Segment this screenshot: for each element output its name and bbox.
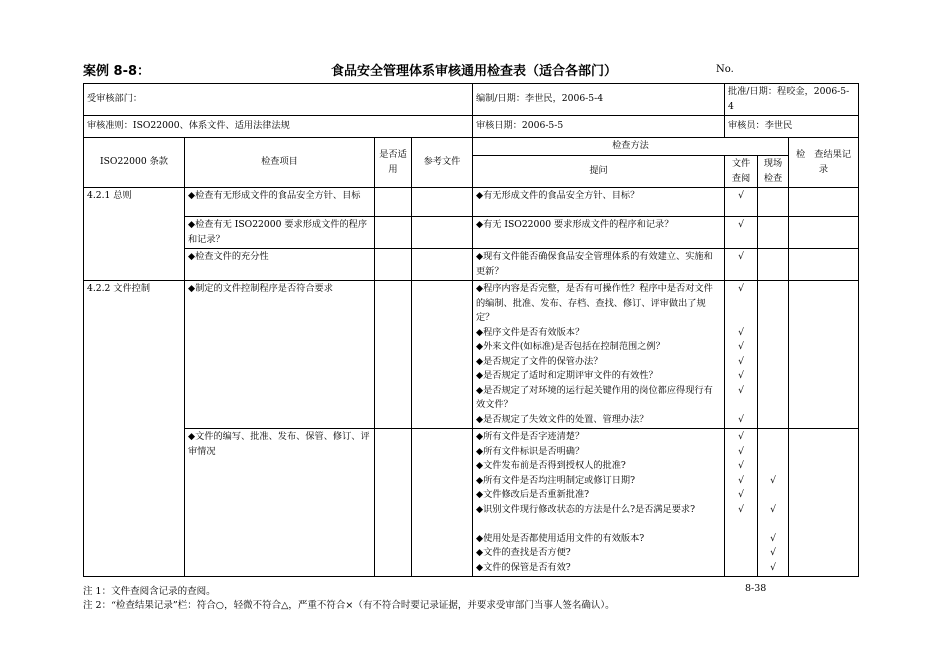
- item-cell: ◆检查有无 ISO22000 要求形成文件的程序和记录？: [185, 217, 375, 249]
- site-check-mark: [761, 430, 785, 445]
- site-check-mark: [761, 340, 785, 355]
- col-method: 检查方法: [473, 138, 789, 156]
- site-check-cell: [758, 217, 789, 249]
- reference-cell: [412, 249, 473, 281]
- footnote-1: 注 1：文件查阅含记录的查阅。: [83, 586, 216, 597]
- approved-cell: 批准/日期：程咬金，2006-5-4: [725, 84, 859, 116]
- table-row: [84, 217, 859, 249]
- site-check-cell: [758, 429, 789, 577]
- question-line: ◆外来文件(如标准)是否包括在控制范围之例？: [476, 341, 665, 352]
- question-cell: ◆现有文件能否确保食品安全管理体系的有效建立、实施和更新？: [473, 249, 725, 281]
- prepared-cell: 编制/日期：李世民，2006-5-4: [473, 84, 725, 116]
- col-site-check: 现场检查: [758, 156, 789, 188]
- criteria-cell: 审核准则：ISO22000、体系文件、适用法律法规: [84, 116, 473, 138]
- applicable-cell: [375, 249, 412, 281]
- item-cell: ◆检查文件的充分性: [185, 249, 375, 281]
- item-cell: ◆文件的编写、批准、发布、保管、修订、评审情况: [185, 429, 375, 577]
- col-result: 检 查结果记录: [789, 138, 859, 188]
- doc-check-mark: √: [738, 489, 744, 500]
- info-row-2: [84, 116, 859, 138]
- doc-check-cell: √: [725, 188, 758, 217]
- item-cell: ◆检查有无形成文件的食品安全方针、目标: [185, 188, 375, 217]
- info-row-1: [84, 84, 859, 116]
- doc-check-cell: [725, 429, 758, 577]
- site-check-cell: [758, 249, 789, 281]
- col-doc-check: 文件查阅: [725, 156, 758, 188]
- item-cell: ◆制定的文件控制程序是否符合要求: [185, 281, 375, 429]
- dept-cell: 受审核部门：: [84, 84, 473, 116]
- question-line: ◆文件的查找是否方便?: [476, 547, 571, 558]
- question-line: ◆识别文件现行修改状态的方法是什么?是否满足要求?: [476, 503, 696, 515]
- doc-check-mark: √: [738, 413, 744, 425]
- doc-check-mark: √: [738, 370, 744, 381]
- case-label: 案例 8-8：: [83, 64, 151, 79]
- reference-cell: [412, 217, 473, 249]
- reference-cell: [412, 429, 473, 577]
- page-number: 8-38: [745, 583, 767, 594]
- number-label: No.: [716, 64, 734, 75]
- question-line: ◆文件修改后是否重新批准?: [476, 489, 590, 500]
- page-title: 食品安全管理体系审核通用检查表（适合各部门）: [331, 64, 618, 79]
- question-line: ◆是否规定了适时和定期评审文件的有效性？: [476, 370, 658, 381]
- table-row: [84, 188, 859, 217]
- question-cell: [473, 281, 725, 429]
- clause-cell: 4.2.1 总则: [84, 188, 185, 281]
- col-reference: 参考文件: [412, 138, 473, 188]
- question-cell: ◆有无 ISO22000 要求形成文件的程序和记录？: [473, 217, 725, 249]
- question-line: ◆所有文件是否字迹清楚？: [476, 431, 585, 442]
- applicable-cell: [375, 217, 412, 249]
- result-cell: [789, 281, 859, 429]
- site-check-mark: [761, 413, 785, 428]
- doc-check-mark: √: [738, 460, 744, 471]
- col-question: 提问: [473, 156, 725, 188]
- page-header: [83, 60, 863, 82]
- doc-check-mark: √: [738, 474, 744, 486]
- result-cell: [789, 249, 859, 281]
- doc-check-mark: √: [738, 431, 744, 442]
- applicable-cell: [375, 188, 412, 217]
- col-clause: ISO22000 条款: [84, 138, 185, 188]
- question-line: ◆文件的保管是否有效?: [476, 561, 571, 573]
- col-item: 检查项目: [185, 138, 375, 188]
- doc-check-mark: √: [738, 384, 744, 396]
- site-check-mark: [761, 384, 785, 413]
- result-cell: [789, 188, 859, 217]
- question-cell: ◆有无形成文件的食品安全方针、目标？: [473, 188, 725, 217]
- doc-check-cell: [725, 281, 758, 429]
- question-line: ◆是否规定了文件的保管办法？: [476, 355, 603, 367]
- applicable-cell: [375, 429, 412, 577]
- table-row: [84, 249, 859, 281]
- site-check-mark: √: [770, 532, 776, 544]
- result-cell: [789, 217, 859, 249]
- doc-check-mark: [728, 546, 754, 561]
- site-check-mark: √: [770, 503, 776, 515]
- doc-check-mark: √: [738, 445, 744, 457]
- result-cell: [789, 429, 859, 577]
- doc-check-mark: √: [738, 355, 744, 367]
- doc-check-mark: [728, 561, 754, 576]
- question-line: ◆文件发布前是否得到授权人的批准?: [476, 460, 626, 471]
- question-line: ◆是否规定了失效文件的处置、管理办法？: [476, 413, 649, 425]
- auditor-cell: 审核员：李世民: [725, 116, 859, 138]
- question-line: ◆程序内容是否完整，是否有可操作性？程序中是否对文件的编制、批准、发布、存档、查找、修订、评审做出了规定？: [476, 283, 713, 323]
- site-check-mark: √: [770, 547, 776, 558]
- reference-cell: [412, 281, 473, 429]
- site-check-mark: [761, 282, 785, 326]
- site-check-mark: √: [770, 561, 776, 573]
- question-line: ◆所有文件标识是否明确？: [476, 445, 585, 457]
- doc-check-mark: √: [738, 341, 744, 352]
- doc-check-mark: [728, 532, 754, 547]
- site-check-mark: √: [770, 474, 776, 486]
- clause-cell: 4.2.2 文件控制: [84, 281, 185, 577]
- doc-check-cell: √: [725, 249, 758, 281]
- question-line: ◆所有文件是否均注明制定或修订日期?: [476, 474, 635, 486]
- question-line: ◆程序文件是否有效版本？: [476, 326, 585, 338]
- audit-date-cell: 审核日期：2006-5-5: [473, 116, 725, 138]
- doc-check-mark: √: [738, 283, 744, 294]
- site-check-cell: [758, 188, 789, 217]
- table-row: [84, 281, 859, 429]
- site-check-mark: [761, 326, 785, 341]
- checklist-table: [83, 83, 859, 577]
- table-row: [84, 429, 859, 577]
- site-check-mark: [761, 488, 785, 503]
- reference-cell: [412, 188, 473, 217]
- site-check-mark: [761, 369, 785, 384]
- site-check-mark: [761, 355, 785, 370]
- footnote-2: 注 2：“检查结果记录”栏：符合○，轻微不符合△，严重不符合×（有不符合时要记录证据，并要求受审部门当事人签名确认）。: [83, 600, 615, 611]
- question-line: ◆是否规定了对环境的运行起关键作用的岗位都应得现行有效文件？: [476, 384, 713, 410]
- doc-check-mark: √: [738, 326, 744, 338]
- column-header-row-1: [84, 138, 859, 156]
- col-applicable: 是否适用: [375, 138, 412, 188]
- doc-check-mark: √: [738, 503, 744, 515]
- site-check-mark: [761, 459, 785, 474]
- site-check-mark: [761, 445, 785, 460]
- site-check-cell: [758, 281, 789, 429]
- question-line: ◆使用处是否都使用适用文件的有效版本?: [476, 532, 645, 544]
- applicable-cell: [375, 281, 412, 429]
- doc-check-cell: √: [725, 217, 758, 249]
- question-cell: [473, 429, 725, 577]
